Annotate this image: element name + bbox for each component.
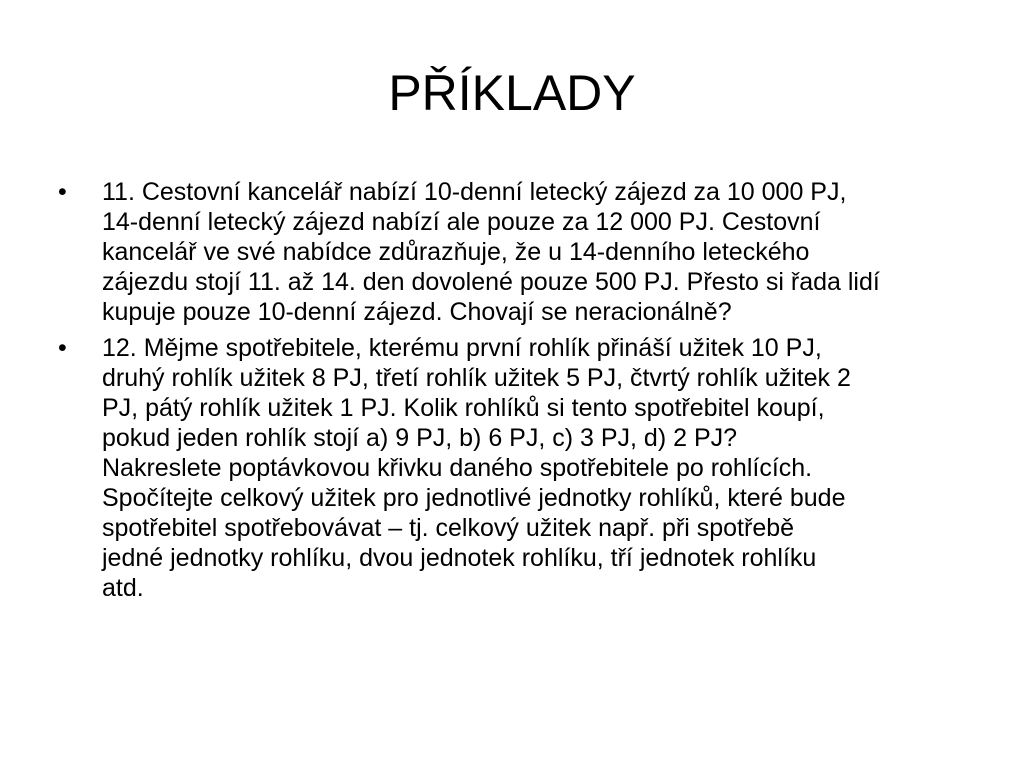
bullet-icon: • — [58, 334, 67, 362]
bullet-list — [58, 177, 978, 609]
bullet-line: Spočítejte celkový užitek pro jednotlivé jednotky rohlíků, které bude — [102, 484, 846, 512]
bullet-line: kancelář ve své nabídce zdůrazňuje, že u 14-denního leteckého — [102, 238, 810, 266]
bullet-line: zájezdu stojí 11. až 14. den dovolené pouze 500 PJ. Přesto si řada lidí — [102, 268, 880, 296]
bullet-line: druhý rohlík užitek 8 PJ, třetí rohlík užitek 5 PJ, čtvrtý rohlík užitek 2 — [102, 364, 851, 392]
bullet-line: PJ, pátý rohlík užitek 1 PJ. Kolik rohlíků si tento spotřebitel koupí, — [102, 394, 825, 422]
bullet-line: atd. — [102, 574, 144, 602]
bullet-line: 11. Cestovní kancelář nabízí 10-denní letecký zájezd za 10 000 PJ, — [102, 178, 847, 206]
slide-title: PŘÍKLADY — [388, 65, 636, 121]
bullet-line: 14-denní letecký zájezd nabízí ale pouze za 12 000 PJ. Cestovní — [102, 208, 821, 236]
bullet-line: 12. Mějme spotřebitele, kterému první rohlík přináší užitek 10 PJ, — [102, 334, 822, 362]
bullet-line: jedné jednotky rohlíku, dvou jednotek rohlíku, tří jednotek rohlíku — [102, 544, 817, 572]
bullet-line: pokud jeden rohlík stojí a) 9 PJ, b) 6 PJ, c) 3 PJ, d) 2 PJ? — [102, 424, 738, 452]
bullet-icon: • — [58, 178, 67, 206]
bullet-line: kupuje pouze 10-denní zájezd. Chovají se neracionálně? — [102, 298, 732, 326]
bullet-item-12 — [58, 333, 978, 603]
bullet-item-11 — [58, 177, 978, 327]
bullet-line: spotřebitel spotřebovávat – tj. celkový užitek např. při spotřebě — [102, 514, 795, 542]
bullet-line: Nakreslete poptávkovou křivku daného spotřebitele po rohlících. — [102, 454, 813, 482]
